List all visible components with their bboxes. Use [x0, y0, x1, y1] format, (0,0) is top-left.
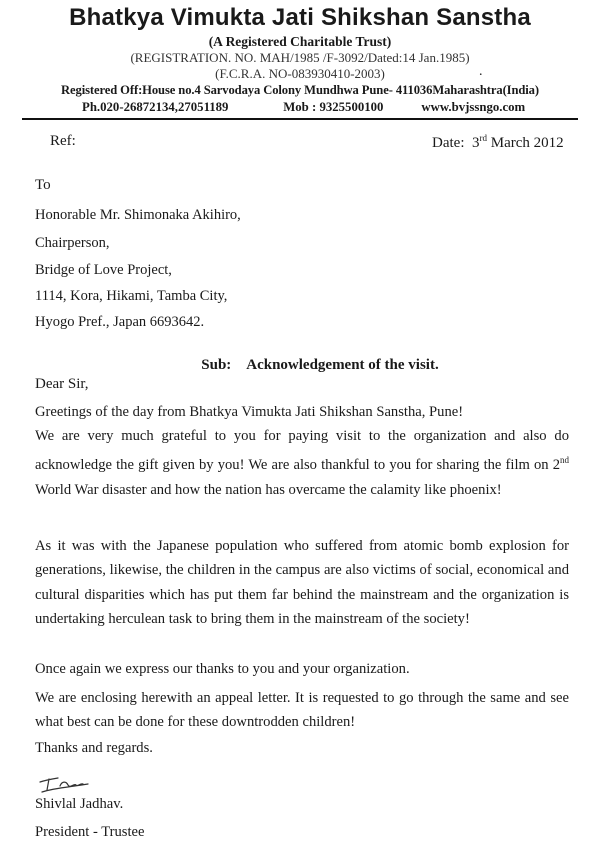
greeting-paragraph: Greetings of the day from Bhatkya Vimukta Jati Shikshan Sanstha, Pune!: [35, 404, 464, 420]
date-day: 3: [471, 135, 480, 151]
date-suffix: rd: [479, 133, 487, 143]
recipient-title: Chairperson,: [35, 235, 110, 251]
closing: Thanks and regards.: [35, 740, 153, 756]
signer-designation: President - Trustee: [35, 824, 145, 840]
recipient-organization: Bridge of Love Project,: [35, 262, 172, 278]
gratitude-text-b: World War disaster and how the nation has overcame the calamity like phoenix!: [35, 481, 502, 498]
letterhead-divider: [22, 118, 578, 120]
website: www.bvjssngo.com: [421, 100, 526, 114]
salutation: Dear Sir,: [35, 376, 89, 392]
signer-name: Shivlal Jadhav.: [35, 796, 124, 812]
letterhead-mark: .: [479, 64, 483, 79]
gratitude-paragraph: [35, 424, 569, 502]
mobile-number: Mob : 9325500100: [283, 100, 384, 114]
org-subtitle: (A Registered Charitable Trust): [208, 34, 392, 49]
subject-text: Acknowledgement of the visit.: [246, 357, 439, 373]
fcra-number: (F.C.R.A. NO-083930410-2003): [215, 66, 385, 81]
recipient-city: Hyogo Pref., Japan 6693642.: [35, 314, 205, 330]
recipient-name: Honorable Mr. Shimonaka Akihiro,: [35, 207, 241, 223]
ordinal-suffix: nd: [560, 455, 569, 466]
thanks-paragraph: Once again we express our thanks to you and your organization.: [35, 661, 410, 677]
ref-label: Ref:: [50, 133, 76, 149]
recipient-street: 1114, Kora, Hikami, Tamba City,: [35, 288, 228, 304]
letter-date: [432, 133, 564, 152]
org-name: Bhatkya Vimukta Jati Shikshan Sanstha: [69, 4, 531, 31]
registration-number: (REGISTRATION. NO. MAH/1985 /F-3092/Dated:14 Jan.1985): [130, 50, 470, 65]
subject-line: [0, 357, 600, 374]
registered-address: Registered Off:House no.4 Sarvodaya Colony Mundhwa Pune- 411036Maharashtra(India): [61, 83, 539, 97]
context-paragraph: As it was with the Japanese population who suffered from atomic bomb explosion for generations, likewise, the children in the campus are also victims of social, economical and cultural disparities which has put them far behind the mainstream and the organization is undertaking herculean task to bring them in the mainstream of the society!: [35, 538, 569, 628]
phone-number: Ph.020-26872134,27051189: [82, 100, 229, 114]
contact-line: [82, 100, 525, 115]
date-rest: March 2012: [490, 135, 564, 151]
handwritten-signature: [36, 768, 92, 794]
gratitude-text-a: We are very much grateful to you for paying visit to the organization and also do acknowledge the gift given by you! We are also thankful to you for sharing the film on 2: [35, 428, 569, 474]
date-label: Date:: [432, 135, 465, 151]
subject-label: Sub:: [201, 357, 232, 373]
appeal-paragraph: We are enclosing herewith an appeal letter. It is requested to go through the same and see what best can be done for these downtrodden children!: [35, 690, 569, 731]
to-label: To: [35, 177, 51, 193]
